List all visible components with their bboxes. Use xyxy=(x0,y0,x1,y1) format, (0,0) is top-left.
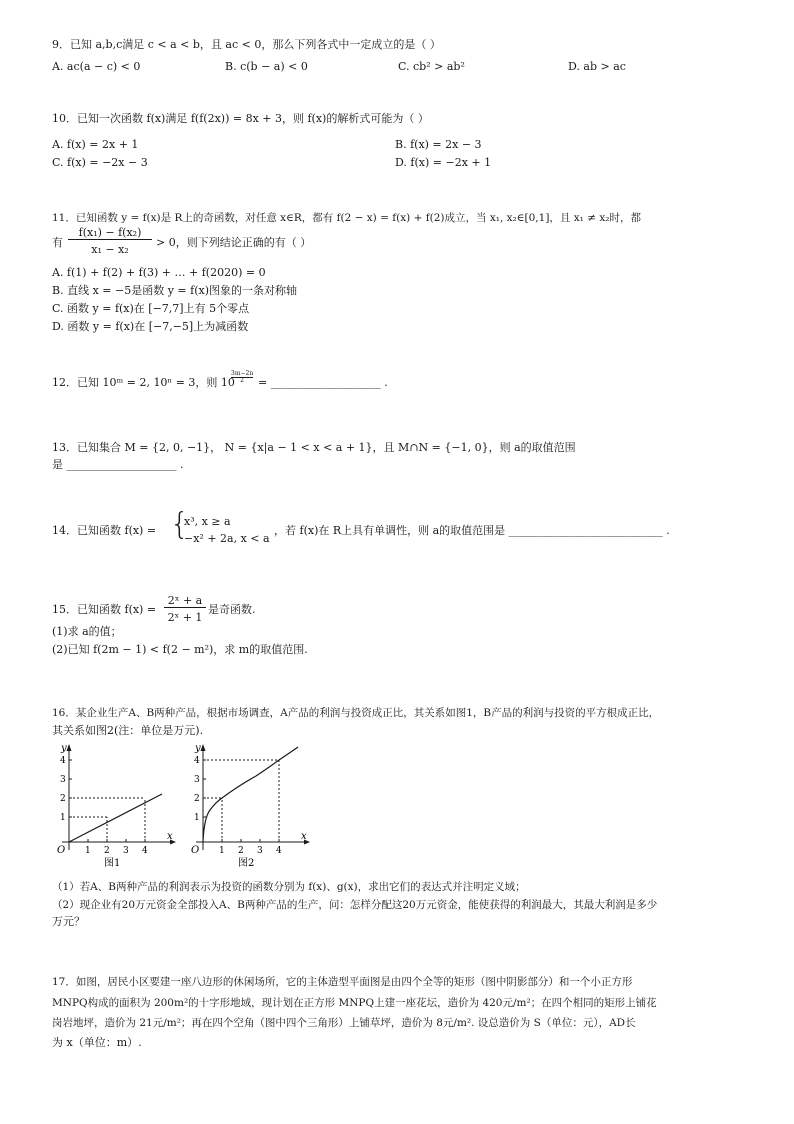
fig2-xlabel: x xyxy=(301,831,307,842)
q11-option-d: D. 函数 y = f(x)在 [−7,−5]上为减函数 xyxy=(52,320,249,333)
fig1-line xyxy=(69,794,162,842)
q11-stem-line1: 11．已知函数 y = f(x)是 R上的奇函数，对任意 x∈R，都有 f(2 − x) = f(x) + f(2)成立，当 x₁, x₂∈[0,1]，且 x₁ ≠ x₂时，都 xyxy=(52,212,641,224)
fig1-xtick-1: 1 xyxy=(85,846,91,856)
q13-stem-line1: 13．已知集合 M = {2, 0, −1}， N = {x|a − 1 < x < a + 1}，且 M∩N = {−1, 0}，则 a的取值范围 xyxy=(52,441,576,454)
q10-option-b: B. f(x) = 2x − 3 xyxy=(395,138,482,151)
fig1-ylabel: y xyxy=(61,743,67,754)
fig1-xtick-2: 2 xyxy=(104,846,110,856)
fig2-ytick-2: 2 xyxy=(194,794,200,804)
fig1-caption: 图1 xyxy=(104,858,121,869)
q16-part-1: （1）若A、B两种产品的利润表示为投资的函数分别为 f(x)、g(x)，求出它们的表达式并注明定义域； xyxy=(52,881,526,893)
q15-fraction-denominator: 2ˣ + 1 xyxy=(167,611,203,624)
fig2-ytick-4: 4 xyxy=(194,756,200,766)
q16-part-2-cont: 万元？ xyxy=(52,915,85,928)
fig1-ytick-2: 2 xyxy=(60,794,66,804)
q14-case-2: −x² + 2a, x < a xyxy=(184,532,270,545)
q16-part-2: （2）现企业有20万元资金全部投入A、B两种产品的生产，问：怎样分配这20万元资金，能使获得的利润最大，其最大利润是多少 xyxy=(52,899,658,911)
q15-fraction-numerator: 2ˣ + a xyxy=(164,594,206,608)
fig2-caption: 图2 xyxy=(238,858,255,869)
q9-option-d: D. ab > ac xyxy=(568,60,626,73)
figure-1 xyxy=(52,738,182,870)
fig1-xtick-3: 3 xyxy=(123,846,129,856)
q14-case-1: x³, x ≥ a xyxy=(184,515,231,528)
fig1-xtick-4: 4 xyxy=(142,846,148,856)
q15-stem-tail: 是奇函数. xyxy=(208,603,256,616)
fig2-curve xyxy=(203,747,298,842)
q11-option-c: C. 函数 y = f(x)在 [−7,7]上有 5个零点 xyxy=(52,302,250,315)
fig1-xlabel: x xyxy=(167,831,173,842)
q9-stem: 9．已知 a,b,c满足 c < a < b，且 ac < 0，那么下列各式中一定成立的是（ ） xyxy=(52,38,441,51)
q16-stem-line1: 16．某企业生产A、B两种产品，根据市场调查，A产品的利润与投资成正比，其关系如图1，B产品的利润与投资的平方根成正比， xyxy=(52,707,660,719)
q10-stem: 10．已知一次函数 f(x)满足 f(f(2x)) = 8x + 3，则 f(x)的解析式可能为（ ） xyxy=(52,112,429,125)
q10-option-c: C. f(x) = −2x − 3 xyxy=(52,156,148,169)
q11-fraction-numerator: f(x₁) − f(x₂) xyxy=(68,226,152,240)
q15-part-1: (1)求 a的值； xyxy=(52,625,122,638)
q11-stem-tail: > 0，则下列结论正确的有（ ） xyxy=(156,236,312,249)
q11-option-b: B. 直线 x = −5是函数 y = f(x)图象的一条对称轴 xyxy=(52,284,297,297)
q12-exponent: 3m−2n xyxy=(231,370,254,377)
q14-stem-tail: ，若 f(x)在 R上具有单调性，则 a的取值范围是 ____________________________ . xyxy=(274,524,670,537)
q16-stem-line2: 其关系如图2(注：单位是万元). xyxy=(52,724,204,737)
q14-brace: { xyxy=(170,507,190,542)
q17-stem-line2: MNPQ构成的面积为 200m²的十字形地域，现计划在正方形 MNPQ上建一座花坛，造价为 420元/m²；在四个相同的矩形上铺花 xyxy=(52,997,657,1009)
q11-option-a: A. f(1) + f(2) + f(3) + … + f(2020) = 0 xyxy=(52,266,266,279)
q14-stem: 14．已知函数 f(x) = xyxy=(52,524,157,537)
fig2-xtick-2: 2 xyxy=(238,846,244,856)
q11-fraction-denominator: x₁ − x₂ xyxy=(91,243,129,256)
fig2-ytick-1: 1 xyxy=(194,813,200,823)
q15-stem: 15．已知函数 f(x) = xyxy=(52,603,157,616)
q9-option-a: A. ac(a − c) < 0 xyxy=(52,60,141,73)
q13-stem-line2: 是 ____________________ . xyxy=(52,458,184,471)
figure-2 xyxy=(186,738,316,870)
q10-option-d: D. f(x) = −2x + 1 xyxy=(395,156,492,169)
fig2-xtick-3: 3 xyxy=(257,846,263,856)
fig2-ytick-3: 3 xyxy=(194,775,200,785)
q10-option-a: A. f(x) = 2x + 1 xyxy=(52,138,139,151)
q15-part-2: (2)已知 f(2m − 1) < f(2 − m²)，求 m的取值范围. xyxy=(52,643,308,656)
q12-exponent-denominator: 2 xyxy=(240,377,244,384)
q12-answer-blank: = ____________________ . xyxy=(258,376,388,389)
q17-stem-line4: 为 x（单位：m）. xyxy=(52,1036,142,1049)
q17-stem-line3: 岗岩地坪，造价为 21元/m²；再在四个空角（图中四个三角形）上铺草坪，造价为 8元/m². 设总造价为 S（单位：元），AD长 xyxy=(52,1017,636,1029)
q11-stem-you: 有 xyxy=(52,236,63,249)
q9-option-b: B. c(b − a) < 0 xyxy=(225,60,308,73)
fig1-ytick-1: 1 xyxy=(60,813,66,823)
fig2-xtick-1: 1 xyxy=(219,846,225,856)
fig2-xtick-4: 4 xyxy=(276,846,282,856)
fig2-origin: O xyxy=(191,845,200,856)
q17-stem-line1: 17．如图，居民小区要建一座八边形的休闲场所，它的主体造型平面图是由四个全等的矩形（图中阴影部分）和一个小正方形 xyxy=(52,976,633,988)
q9-option-c: C. cb² > ab² xyxy=(398,60,465,73)
fig2-ylabel: y xyxy=(195,743,201,754)
fig1-ytick-4: 4 xyxy=(60,756,66,766)
fig1-origin: O xyxy=(57,845,66,856)
q12-stem: 12．已知 10ᵐ = 2, 10ⁿ = 3，则 10 xyxy=(52,376,235,389)
fig1-ytick-3: 3 xyxy=(60,775,66,785)
